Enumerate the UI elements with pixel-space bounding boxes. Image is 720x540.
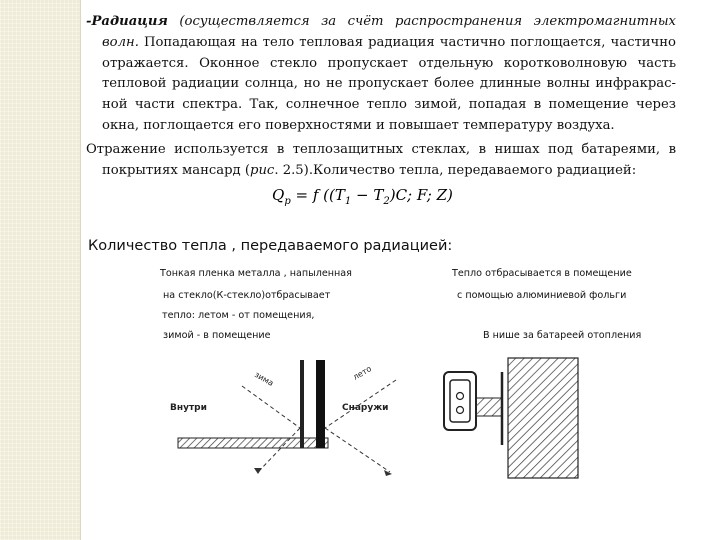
formula-sub-p: p — [284, 196, 291, 207]
radiation-formula — [272, 186, 482, 210]
caption-right-2: с помощью алюминиевой фольги — [457, 290, 627, 301]
caption-left-2: на стекло(К-стекло)отбрасывает — [163, 290, 331, 301]
glass-pane-inner — [300, 360, 304, 448]
wall-section — [508, 358, 578, 478]
glass-pane-outer — [316, 360, 325, 448]
winter-ray-reflect — [260, 428, 300, 470]
bullet-dash: - — [86, 14, 92, 29]
label-inside: Внутри — [170, 403, 207, 413]
radiation-term: Радиация — [91, 14, 168, 29]
caption-right-1: Тепло отбрасывается в помещение — [452, 268, 632, 279]
winter-ray-in — [242, 386, 300, 428]
arrow-head-summer — [384, 470, 392, 476]
caption-right-3: В нише за батареей отопления — [483, 330, 642, 341]
glass-reflection-diagram — [150, 350, 410, 500]
label-summer: лето — [351, 364, 373, 382]
decorative-sidebar — [0, 0, 81, 540]
reflection-text-end: . 2.5).Количество тепла, передаваемого радиацией: — [274, 162, 637, 178]
radiation-body: Попадающая на тело тепловая радиация частично поглощается, частично отражается. Оконное стекло пропускает отдельную коротковолновую часть тепловой радиации солнца, но не пропускает более длинные волны инфракрас-ной части спектра. Так, солнечное тепло зимой, попадая в помещение через окна, поглощается его поверхностями и повышает температуру воздуха. — [102, 34, 676, 133]
label-winter: зима — [253, 369, 276, 388]
formula-minus: − T — [351, 186, 384, 204]
reflection-paragraph — [86, 140, 676, 182]
formula-sub-2: 2 — [383, 196, 390, 207]
formula-sub-1: 1 — [344, 196, 352, 207]
caption-left-1: Тонкая пленка металла , напыленная — [160, 268, 352, 279]
formula-eq: = f ((T — [290, 186, 345, 204]
radiator-niche-diagram — [430, 350, 660, 500]
caption-left-4: зимой - в помещение — [163, 330, 271, 341]
formula-rest: )C; F; Z) — [389, 186, 453, 204]
radiation-definition: (осуществляется за счёт распространения электромагнитных волн. — [102, 14, 676, 50]
radiation-paragraph — [86, 12, 676, 137]
formula-q: Q — [272, 186, 285, 204]
reflection-text: Отражение используется в теплозащитных стеклах, в нишах под батареями, в покрытиях мансард ( — [86, 142, 676, 178]
caption-left-3: тепло: летом - от помещения, — [162, 310, 315, 321]
label-outside: Снаружи — [342, 403, 389, 413]
window-sill — [178, 438, 328, 448]
radiator-bracket — [476, 398, 502, 416]
arrow-head-winter — [254, 468, 262, 474]
figure-ref: рис — [250, 162, 275, 178]
summer-ray-reflect — [325, 428, 390, 472]
section-heading: Количество тепла , передаваемого радиацией: — [88, 238, 453, 254]
